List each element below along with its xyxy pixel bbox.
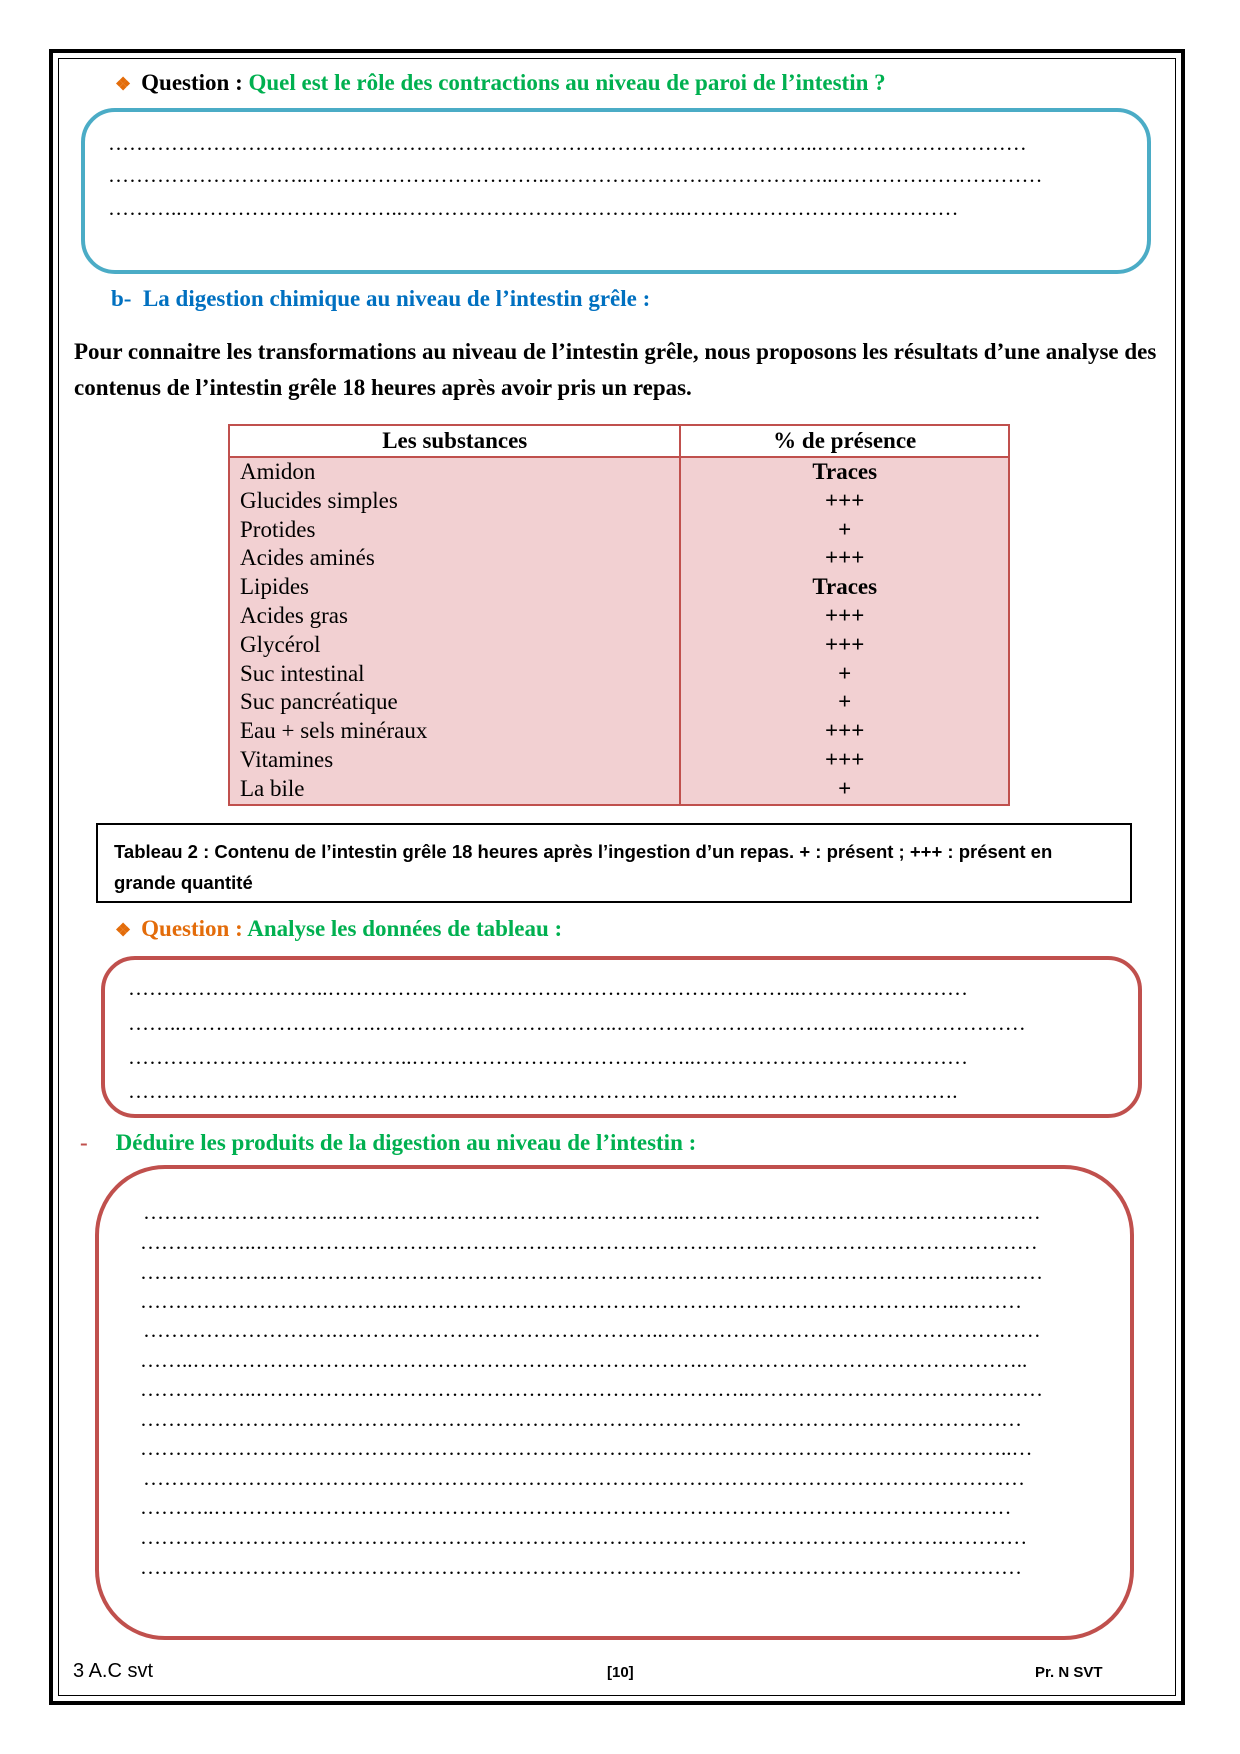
question-3-text: Déduire les produits de la digestion au niveau de l’intestin :: [115, 1130, 697, 1155]
table-caption: Tableau 2 : Contenu de l’intestin grêle 18 heures après l’ingestion d’un repas. + : présent ; +++ : présent en grande quantité: [96, 823, 1132, 903]
question-1: [115, 70, 886, 96]
presence-cell: +: [680, 660, 1009, 689]
substances-table: [228, 424, 1010, 806]
section-b-heading: [111, 286, 650, 312]
answer-2-line[interactable]: …………………………………..…………………………………..…………………………………: [128, 1047, 968, 1068]
table-header-presence: % de présence: [680, 425, 1009, 457]
table-row: [229, 516, 1009, 545]
answer-3-line[interactable]: ………………………………………………………………………………………………………………: [143, 1468, 1025, 1489]
answer-1-line[interactable]: …………………………………………………….…………………………………..…………………………: [108, 133, 1027, 154]
table-row: [229, 457, 1009, 487]
presence-cell: +++: [680, 631, 1009, 660]
table-row: [229, 631, 1009, 660]
presence-cell: Traces: [680, 457, 1009, 487]
table-row: [229, 746, 1009, 775]
substance-cell: La bile: [229, 775, 680, 805]
answer-3-line[interactable]: ………..……………………………………………………………………………………………………: [140, 1497, 1012, 1518]
answer-3-line[interactable]: ……………………….………………………………………..………………………………………………: [143, 1320, 1041, 1341]
presence-cell: Traces: [680, 573, 1009, 602]
answer-3-line[interactable]: ……..……………………………………………………………….………………………………………..: [140, 1350, 1028, 1371]
question-2-text: Analyse les données de tableau :: [247, 916, 563, 941]
table-row: [229, 602, 1009, 631]
answer-3-line[interactable]: ……………….……………………………………………………………….………………………..………: [140, 1262, 1043, 1283]
substance-cell: Vitamines: [229, 746, 680, 775]
question-3: [80, 1130, 696, 1156]
substance-cell: Protides: [229, 516, 680, 545]
answer-2-line[interactable]: ………………………..…………………………………………………………..……………………: [128, 978, 968, 999]
answer-3-line[interactable]: ……………..……………………………………………………………….…………………………………: [140, 1232, 1038, 1253]
table-row: [229, 544, 1009, 573]
presence-cell: +++: [680, 487, 1009, 516]
answer-3-line[interactable]: …………………………………………………………………………………………………….…………: [140, 1527, 1028, 1548]
table-row: [229, 775, 1009, 805]
section-b-title: La digestion chimique au niveau de l’intestin grêle :: [142, 286, 651, 311]
answer-1-line[interactable]: ………..…………………………..…………………………………..…………………………………: [108, 198, 959, 219]
table-row: [229, 688, 1009, 717]
presence-cell: +++: [680, 602, 1009, 631]
answer-1-line[interactable]: ………………………..……………………………..…………………………………..…………………………: [108, 165, 1043, 186]
question-2-label: Question :: [141, 916, 243, 941]
substance-cell: Suc pancréatique: [229, 688, 680, 717]
substance-cell: Suc intestinal: [229, 660, 680, 689]
table-row: [229, 573, 1009, 602]
answer-3-line[interactable]: ………………………………………………………………………………………………………………: [140, 1409, 1022, 1430]
footer-author: Pr. N SVT: [1035, 1664, 1103, 1681]
substance-cell: Amidon: [229, 457, 680, 487]
substance-cell: Glucides simples: [229, 487, 680, 516]
question-2: [115, 916, 562, 942]
presence-cell: +: [680, 516, 1009, 545]
table-header-substances: Les substances: [229, 425, 680, 457]
answer-2-line[interactable]: ……..……………………….……………………………..………………………………..…………………: [128, 1013, 1026, 1034]
presence-cell: +: [680, 688, 1009, 717]
answer-3-line[interactable]: ……………………….…………………………………………..……………………………………………: [143, 1202, 1041, 1223]
presence-cell: +: [680, 775, 1009, 805]
footer-class-label: 3 A.C svt: [73, 1660, 154, 1682]
question-1-text: Quel est le rôle des contractions au niveau de paroi de l’intestin ?: [248, 70, 886, 95]
section-b-marker: b-: [111, 286, 132, 311]
question-3-marker: -: [80, 1130, 88, 1155]
answer-3-line[interactable]: ………………………………..……………………………………………………………………..………: [140, 1291, 1022, 1312]
substance-cell: Acides gras: [229, 602, 680, 631]
table-row: [229, 660, 1009, 689]
diamond-bullet-icon: ❖: [115, 920, 132, 940]
table-row: [229, 717, 1009, 746]
answer-3-line[interactable]: ……………………………………………………………………………………………………………..…: [140, 1438, 1033, 1459]
presence-cell: +++: [680, 746, 1009, 775]
substance-cell: Acides aminés: [229, 544, 680, 573]
diamond-bullet-icon: ❖: [115, 74, 132, 94]
answer-3-line[interactable]: ………………………………………………………………………………………………………………: [140, 1557, 1022, 1578]
footer-page-number: [10]: [607, 1664, 634, 1681]
table-row: [229, 487, 1009, 516]
presence-cell: +++: [680, 717, 1009, 746]
table-header-row: [229, 425, 1009, 457]
intro-paragraph: Pour connaitre les transformations au niveau de l’intestin grêle, nous proposons les résultats d’une analyse des contenus de l’intestin grêle 18 heures après avoir pris un repas.: [74, 339, 1157, 400]
answer-3-line[interactable]: ……………..……………………………………………………………..……………………………………: [140, 1379, 1043, 1400]
substance-cell: Lipides: [229, 573, 680, 602]
presence-cell: +++: [680, 544, 1009, 573]
question-1-label: Question :: [141, 70, 243, 95]
substance-cell: Glycérol: [229, 631, 680, 660]
answer-2-line[interactable]: ……………….…………………………..……………………………..…………………………….: [128, 1081, 958, 1102]
substance-cell: Eau + sels minéraux: [229, 717, 680, 746]
